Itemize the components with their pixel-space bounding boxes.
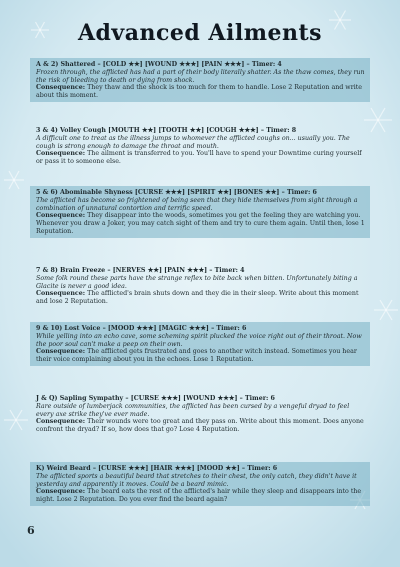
ailment-consequence: Consequence: They disappear into the woods, sometimes you get the feeling they are watching you. Whenever you draw a Joker, you may catch sight of them and try to cure them again. Until then, lose 1 Reputation. — [36, 212, 365, 235]
ailment-heading: 9 & 10) Lost Voice – [MOOD ★★★] [MAGIC ★★★] – Timer: 6 — [36, 325, 247, 332]
ailment-entry-volley-cough — [30, 124, 370, 168]
ailment-description: A difficult one to treat as the illness jumps to whomever the afflicted coughs on... usually you. The cough is strong enough to damage the throat and mouth. — [36, 134, 350, 150]
ailment-entry-brain-freeze — [30, 264, 370, 308]
ailment-consequence: Consequence: Their wounds were too great and they pass on. Write about this moment. Does anyone confront the dryad? If so, how does that go? Lose 4 Reputation. — [36, 418, 364, 433]
ailment-description: Some folk round these parts have the strange reflex to bite back when bitten. Unfortunately biting a Glacite is never a good idea. — [36, 274, 358, 290]
ailment-consequence: Consequence: The afflicted gets frustrated and goes to another witch instead. Sometimes you hear their voice complaining about you in the echoes. Lose 1 Reputation. — [36, 348, 357, 363]
page-number: 6 — [27, 524, 35, 537]
consequence-label: Consequence: — [36, 150, 86, 158]
ailment-consequence: Consequence: They thaw and the shock is too much for them to handle. Lose 2 Reputation and write about this moment. — [36, 84, 362, 99]
ailment-consequence: Consequence: The afflicted's brain shuts down and they die in their sleep. Write about this moment and lose 2 Reputation. — [36, 290, 359, 305]
ailment-description: Rare outside of lumberjack communities, the afflicted has been cursed by a vengeful dryad to feel every axe strike they've ever made. — [36, 402, 350, 418]
ailment-heading: K) Weird Beard – [CURSE ★★★] [HAIR ★★★] [MOOD ★★] – Timer: 6 — [36, 465, 278, 472]
ailment-consequence: Consequence: The ailment is transferred to you. You'll have to spend your Downtime curing yourself or pass it to someone else. — [36, 150, 362, 165]
consequence-label: Consequence: — [36, 348, 86, 356]
ailment-entry-shattered — [30, 58, 370, 102]
ailment-heading: A & 2) Shattered – [COLD ★★] [WOUND ★★★] [PAIN ★★★] – Timer: 4 — [36, 61, 282, 68]
ailment-heading: 7 & 8) Brain Freeze – [NERVES ★★] [PAIN ★★★] – Timer: 4 — [36, 267, 245, 274]
ailment-description: While yelling into an echo cave, some scheming spirit plucked the voice right out of their throat. Now the poor soul can't make a peep on their own. — [36, 332, 362, 348]
ailment-entry-lost-voice — [30, 322, 370, 366]
ailment-heading: J & Q) Sapling Sympathy – [CURSE ★★★] [WOUND ★★★] – Timer: 6 — [36, 395, 275, 402]
consequence-label: Consequence: — [36, 488, 86, 496]
ailment-description: The afflicted sports a beautiful beard that stretches to their chest, the only catch, they didn't have it yesterday and apparently it moves. Could be a beard mimic. — [36, 472, 357, 488]
ailment-description: The afflicted has become so frightened of being seen that they hide themselves from sight through a combination of unnatural contortion and terrific speed. — [36, 196, 358, 212]
consequence-label: Consequence: — [36, 212, 86, 220]
ailment-consequence: Consequence: The beard eats the rest of the afflicted's hair while they sleep and disappears into the night. Lose 2 Reputation. Do you ever find the beard again? — [36, 488, 362, 503]
ailment-heading: 3 & 4) Volley Cough [MOUTH ★★] [TOOTH ★★] [COUGH ★★★] – Timer: 8 — [36, 127, 297, 134]
consequence-label: Consequence: — [36, 418, 86, 426]
consequence-label: Consequence: — [36, 290, 86, 298]
ailment-entry-sapling-sympathy — [30, 392, 370, 436]
ailment-entry-weird-beard — [30, 462, 370, 506]
ailment-description: Frozen through, the afflicted has had a part of their body literally shatter. As the thaw comes, they run the risk of bleeding to death or dying from shock. — [36, 68, 365, 84]
ailment-entry-abominable-shyness — [30, 186, 370, 238]
page-title: Advanced Ailments — [77, 20, 323, 46]
ailment-heading: 5 & 6) Abominable Shyness [CURSE ★★★] [SPIRIT ★★] [BONES ★★] – Timer: 6 — [36, 189, 317, 196]
consequence-label: Consequence: — [36, 84, 86, 92]
